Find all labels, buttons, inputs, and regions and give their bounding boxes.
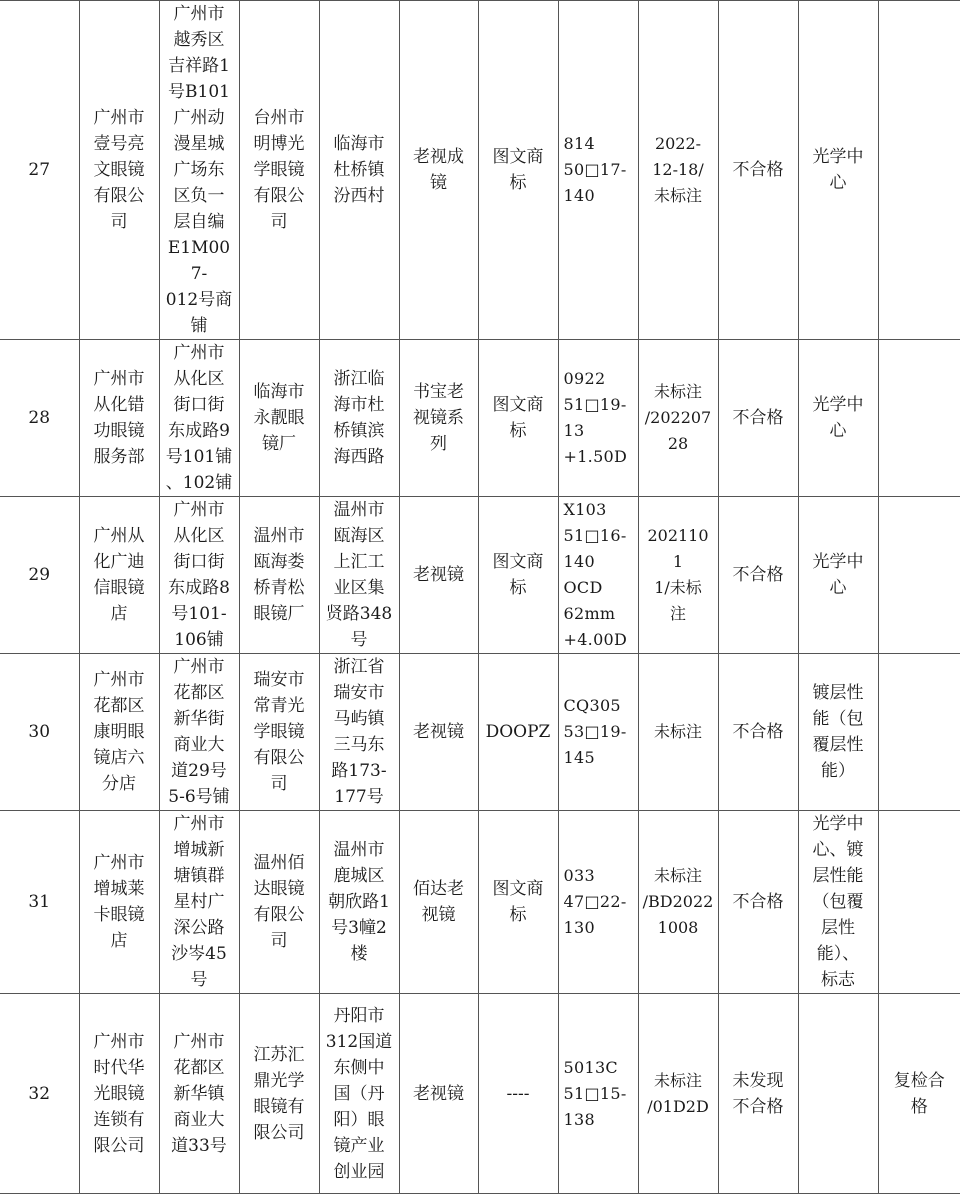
cell-failed-items: 光学中 心、镀 层性能 （包覆 层性 能）、 标志 [798,811,878,994]
cell-manufacturer: 临海市 永靓眼 镜厂 [239,340,319,497]
cell-result: 不合格 [718,340,798,497]
table-row [0,811,960,994]
cell-trademark: ---- [478,994,558,1194]
cell-date-batch: 未标注 /BD2022 1008 [638,811,718,994]
table-row [0,497,960,654]
cell-remark [878,1,960,340]
cell-seller-address: 广州市 从化区 街口街 东成路8 号101- 106铺 [159,497,239,654]
cell-manufacturer: 温州佰 达眼镜 有限公 司 [239,811,319,994]
cell-date-batch: 未标注 [638,654,718,811]
cell-trademark: 图文商 标 [478,340,558,497]
cell-result: 未发现 不合格 [718,994,798,1194]
cell-serial-number: 28 [0,340,79,497]
cell-result: 不合格 [718,811,798,994]
cell-product-name: 老视镜 [399,497,478,654]
cell-manufacturer-address: 临海市 杜桥镇 汾西村 [319,1,399,340]
cell-seller: 广州市 花都区 康明眼 镜店六 分店 [79,654,159,811]
cell-manufacturer: 瑞安市 常青光 学眼镜 有限公 司 [239,654,319,811]
cell-trademark: 图文商 标 [478,497,558,654]
cell-serial-number: 30 [0,654,79,811]
cell-serial-number: 27 [0,1,79,340]
cell-result: 不合格 [718,654,798,811]
cell-date-batch: 2021101 1/未标 注 [638,497,718,654]
cell-serial-number: 29 [0,497,79,654]
cell-remark [878,497,960,654]
cell-product-name: 老视成 镜 [399,1,478,340]
cell-seller: 广州市 壹号亮 文眼镜 有限公 司 [79,1,159,340]
cell-product-name: 书宝老 视镜系 列 [399,340,478,497]
cell-product-name: 佰达老 视镜 [399,811,478,994]
cell-manufacturer-address: 温州市 瓯海区 上汇工 业区集 贤路348 号 [319,497,399,654]
cell-date-batch: 未标注 /202207 28 [638,340,718,497]
cell-manufacturer-address: 浙江临 海市杜 桥镇滨 海西路 [319,340,399,497]
cell-manufacturer: 温州市 瓯海娄 桥青松 眼镜厂 [239,497,319,654]
cell-remark [878,811,960,994]
cell-manufacturer-address: 温州市 鹿城区 朝欣路1 号3幢2 楼 [319,811,399,994]
cell-model-spec: 033 47□22- 130 [558,811,638,994]
cell-seller: 广州从 化广迪 信眼镜 店 [79,497,159,654]
cell-product-name: 老视镜 [399,994,478,1194]
cell-failed-items: 光学中 心 [798,497,878,654]
cell-remark [878,654,960,811]
cell-result: 不合格 [718,497,798,654]
table-body [0,1,960,1194]
cell-seller: 广州市 从化错 功眼镜 服务部 [79,340,159,497]
cell-product-name: 老视镜 [399,654,478,811]
cell-model-spec: CQ305 53□19- 145 [558,654,638,811]
cell-seller-address: 广州市 越秀区 吉祥路1 号B101 广州动 漫星城 广场东 区负一 层自编 E1M007- 012号商 铺 [159,1,239,340]
cell-model-spec: 814 50□17- 140 [558,1,638,340]
cell-failed-items: 光学中 心 [798,340,878,497]
table-row [0,340,960,497]
cell-model-spec: 0922 51□19- 13 +1.50D [558,340,638,497]
cell-serial-number: 31 [0,811,79,994]
cell-manufacturer: 江苏汇 鼎光学 眼镜有 限公司 [239,994,319,1194]
cell-model-spec: X103 51□16- 140 OCD 62mm +4.00D [558,497,638,654]
cell-trademark: 图文商 标 [478,1,558,340]
cell-seller: 广州市 增城莱 卡眼镜 店 [79,811,159,994]
cell-remark: 复检合 格 [878,994,960,1194]
table-row [0,994,960,1194]
cell-failed-items: 光学中 心 [798,1,878,340]
cell-date-batch: 2022- 12-18/ 未标注 [638,1,718,340]
cell-seller-address: 广州市 从化区 街口街 东成路9 号101铺 、102铺 [159,340,239,497]
cell-date-batch: 未标注 /01D2D [638,994,718,1194]
cell-serial-number: 32 [0,994,79,1194]
cell-failed-items [798,994,878,1194]
cell-manufacturer-address: 浙江省 瑞安市 马屿镇 三马东 路173- 177号 [319,654,399,811]
cell-seller: 广州市 时代华 光眼镜 连锁有 限公司 [79,994,159,1194]
table-row [0,654,960,811]
cell-failed-items: 镀层性 能（包 覆层性 能） [798,654,878,811]
cell-model-spec: 5013C 51□15- 138 [558,994,638,1194]
cell-result: 不合格 [718,1,798,340]
cell-seller-address: 广州市 花都区 新华街 商业大 道29号 5-6号铺 [159,654,239,811]
cell-remark [878,340,960,497]
table-row [0,1,960,340]
cell-manufacturer-address: 丹阳市 312国道 东侧中 国（丹 阳）眼 镜产业 创业园 [319,994,399,1194]
cell-seller-address: 广州市 花都区 新华镇 商业大 道33号 [159,994,239,1194]
cell-trademark: 图文商 标 [478,811,558,994]
cell-seller-address: 广州市 增城新 塘镇群 星村广 深公路 沙岑45 号 [159,811,239,994]
cell-manufacturer: 台州市 明博光 学眼镜 有限公 司 [239,1,319,340]
cell-trademark: DOOPZ [478,654,558,811]
